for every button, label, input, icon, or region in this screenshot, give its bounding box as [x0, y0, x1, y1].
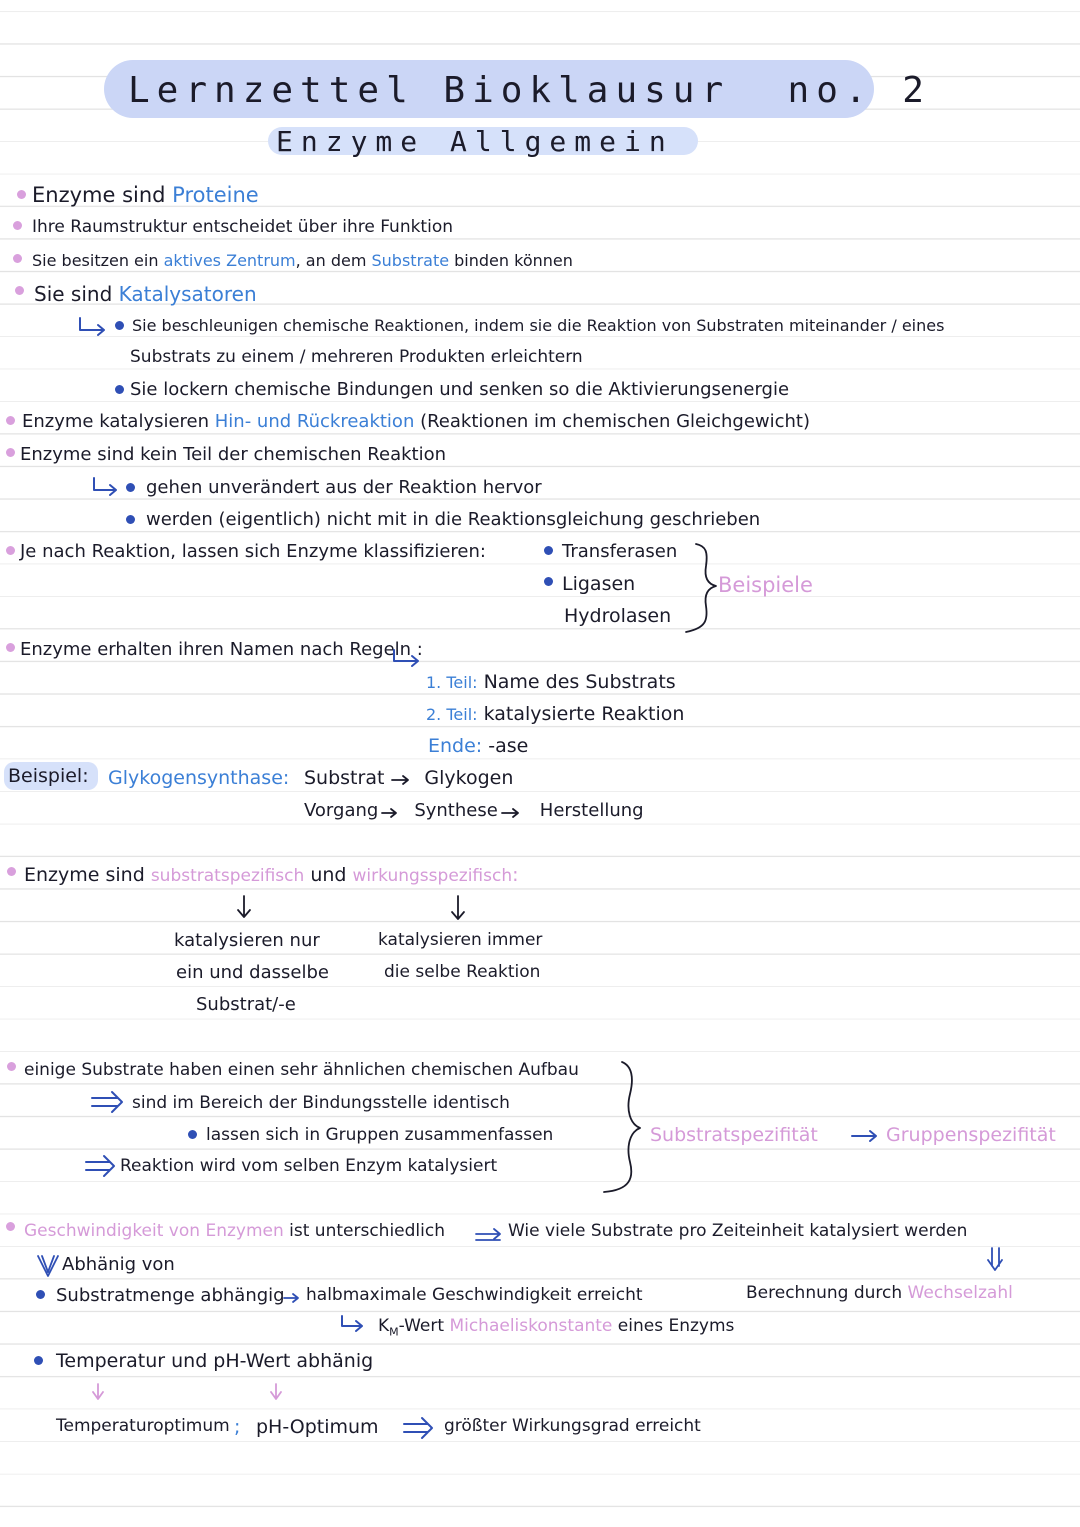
line-reaktionsgleichung: werden (eigentlich) nicht mit in die Reaktionsgleichung geschrieben [146, 509, 761, 530]
class-transferasen: Transferasen [562, 541, 678, 562]
line-substratmenge: Substratmenge abhängig [56, 1285, 285, 1306]
line-km-wert: $K_M$-Wert Michaeliskonstante eines Enzyms [378, 1316, 735, 1339]
line-kein-teil: Enzyme sind kein Teil der chemischen Reaktion [20, 444, 446, 465]
brace-right-icon [604, 1062, 640, 1192]
double-arrow-icon [92, 1092, 122, 1112]
line-halbmaximal: halbmaximale Geschwindigkeit erreicht [306, 1285, 643, 1305]
hook-arrow-icon [80, 318, 104, 335]
line-wirkungsgrad: größter Wirkungsgrad erreicht [444, 1416, 701, 1436]
line-bindungen: Sie lockern chemische Bindungen und senken so die Aktivierungsenergie [130, 379, 790, 400]
line-namen-regeln: Enzyme erhalten ihren Namen nach Regeln : [20, 639, 423, 660]
line-selbes-enzym: Reaktion wird vom selben Enzym katalysiert [120, 1156, 498, 1176]
line-geschwindigkeit: Geschwindigkeit von Enzymen ist unterschiedlich [24, 1221, 445, 1241]
line-substrate-pro-zeit: Wie viele Substrate pro Zeiteinheit katalysiert werden [508, 1221, 968, 1241]
line-abhaenig-von: Abhänig von [62, 1254, 175, 1275]
double-arrow-down-icon [38, 1256, 58, 1276]
line-wechselzahl: Berechnung durch Wechselzahl [746, 1283, 1013, 1303]
class-ligasen: Ligasen [562, 573, 636, 595]
label-substratspezifitaet: Substratspezifität [650, 1124, 818, 1146]
page-title: Lernzettel Bioklausur no. 2 [128, 70, 931, 111]
double-arrow-icon [404, 1418, 432, 1438]
double-arrow-down-icon [988, 1248, 1002, 1270]
line-enzyme-proteine: Enzyme sind Proteine [32, 183, 259, 207]
brace-right-icon [686, 544, 716, 632]
example-substrat: Substrat Glykogen [304, 767, 514, 789]
line-klassifizieren: Je nach Reaktion, lassen sich Enzyme klassifizieren: [20, 541, 486, 562]
arrow-right-icon [852, 1131, 876, 1141]
separator-semicolon: ; [234, 1416, 241, 1438]
line-bindungsstelle: sind im Bereich der Bindungsstelle identisch [132, 1093, 510, 1113]
line-temperatur-ph: Temperatur und pH-Wert abhänig [56, 1350, 374, 1372]
arrow-down-icon [238, 896, 250, 917]
line-hin-rueck: Enzyme katalysieren Hin- und Rückreaktion (Reaktionen im chemischen Gleichgewicht) [22, 411, 811, 432]
line-katalysatoren: Sie sind Katalysatoren [34, 282, 257, 306]
line-spezifisch: Enzyme sind substratspezifisch und wirkungsspezifisch: [24, 864, 519, 886]
substrat-spez-1: katalysieren nur [174, 930, 320, 951]
ph-optimum: pH-Optimum [256, 1416, 379, 1438]
class-hydrolasen: Hydrolasen [564, 605, 672, 627]
substrat-spez-2: ein und dasselbe [176, 962, 329, 983]
arrow-down-icon [93, 1384, 103, 1399]
example-vorgang: Vorgang Synthese Herstellung [304, 800, 644, 821]
arrow-down-icon [452, 896, 464, 919]
line-raumstruktur: Ihre Raumstruktur entscheidet über ihre Funktion [32, 217, 453, 237]
line-substrats: Substrats zu einem / mehreren Produkten erleichtern [130, 347, 583, 367]
page-subtitle: Enzyme Allgemein [276, 125, 674, 158]
line-aktives-zentrum: Sie besitzen ein aktives Zentrum, an dem Substrate binden können [32, 251, 573, 270]
label-beispiele: Beispiele [718, 573, 813, 597]
double-arrow-icon [86, 1156, 114, 1176]
label-beispiel: Beispiel: [8, 765, 89, 787]
line-gruppen: lassen sich in Gruppen zusammenfassen [206, 1125, 554, 1145]
hook-arrow-icon [342, 1316, 362, 1331]
line-aehnlicher-aufbau: einige Substrate haben einen sehr ähnlichen chemischen Aufbau [24, 1060, 579, 1080]
temperaturoptimum: Temperaturoptimum [56, 1416, 230, 1436]
wirkung-spez-1: katalysieren immer [378, 930, 543, 950]
rule-3: Ende: -ase [428, 735, 529, 757]
wirkung-spez-2: die selbe Reaktion [384, 962, 541, 982]
substrat-spez-3: Substrat/-e [196, 994, 296, 1015]
arrow-right-icon [382, 809, 396, 817]
arrow-right-icon [284, 1294, 298, 1302]
example-enzyme-name: Glykogensynthase: [108, 767, 290, 789]
rule-1: 1. Teil: Name des Substrats [426, 671, 676, 693]
line-unveraendert: gehen unverändert aus der Reaktion hervor [146, 477, 542, 498]
hook-arrow-icon [394, 650, 418, 666]
arrow-right-icon [502, 809, 518, 817]
rule-2: 2. Teil: katalysierte Reaktion [426, 703, 685, 725]
label-gruppenspezifitaet: Gruppenspezifität [886, 1124, 1056, 1146]
arrow-down-icon [271, 1384, 281, 1399]
line-beschleunigen: Sie beschleunigen chemische Reaktionen, indem sie die Reaktion von Substraten miteinander / eines [132, 316, 945, 335]
arrow-right-icon [392, 776, 408, 784]
arrow-right-icon [476, 1229, 500, 1239]
hook-arrow-icon [94, 478, 116, 495]
